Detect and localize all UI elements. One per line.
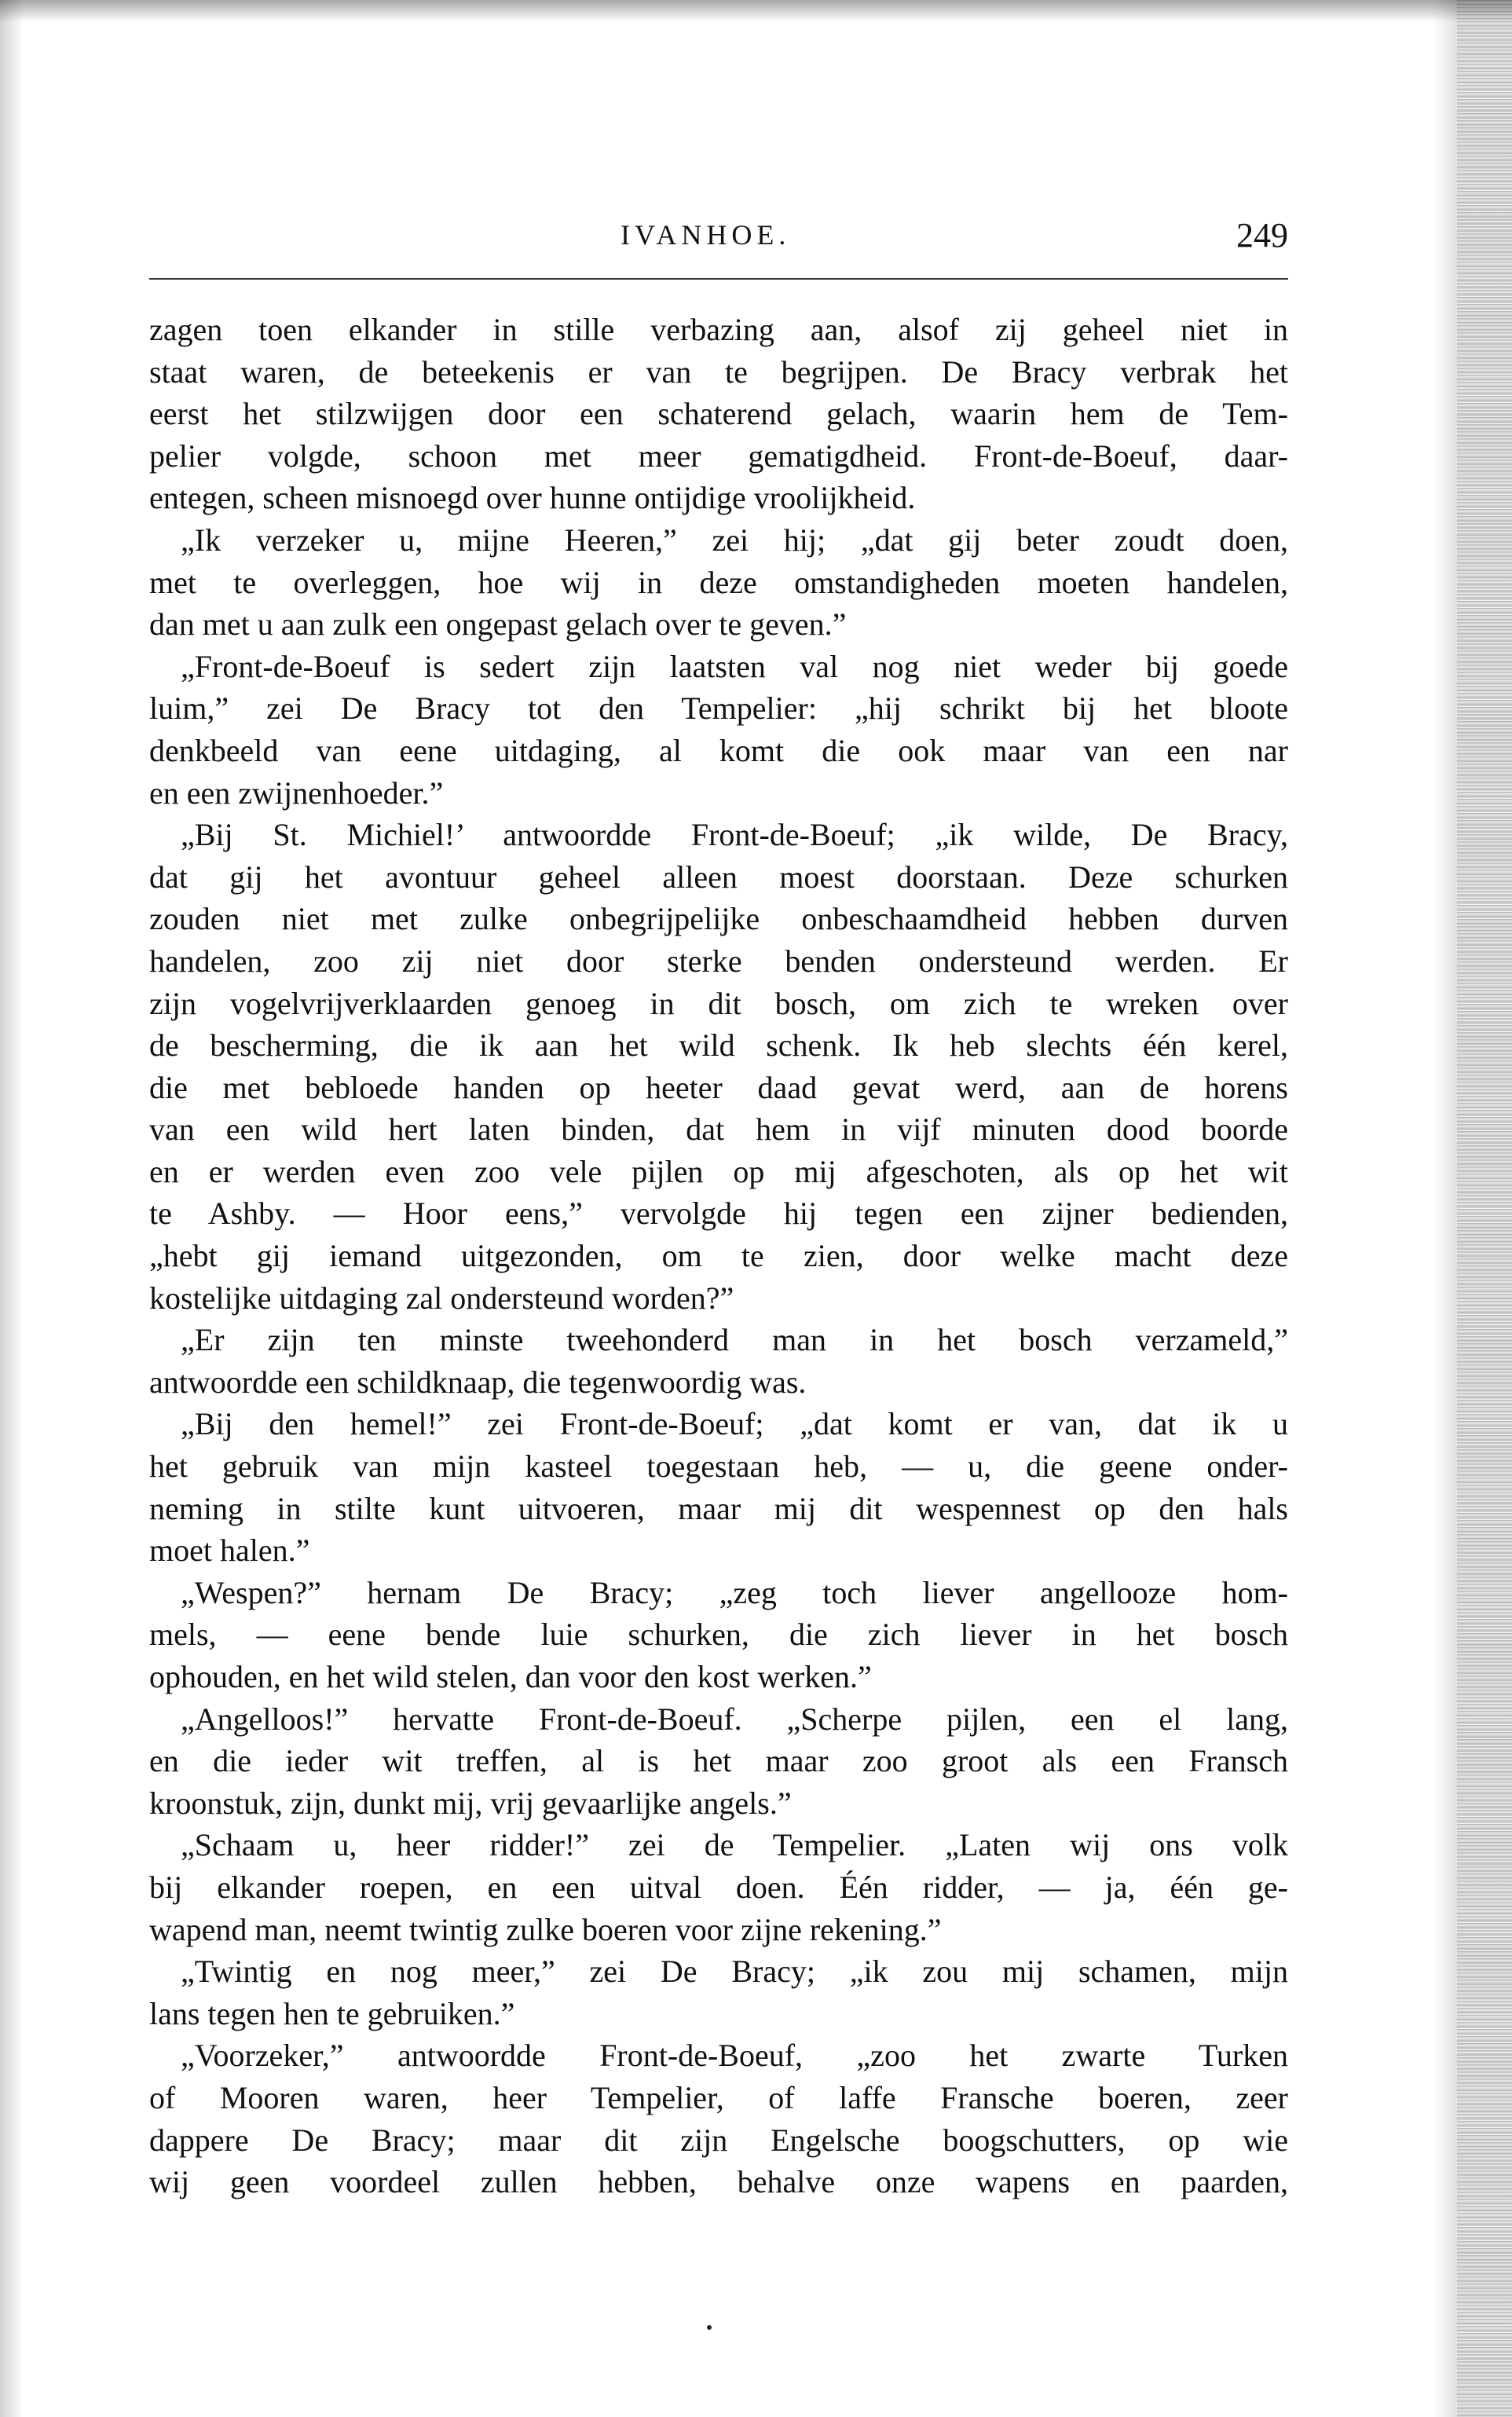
text-line: mels, — eene bende luie schurken, die zich liever in het bosch — [149, 1617, 1288, 1653]
text-line: antwoordde een schildknaap, die tegenwoordig was. — [149, 1364, 807, 1400]
text-line: denkbeeld van eene uitdaging, al komt die ook maar van een nar — [149, 732, 1288, 768]
text-line: wij geen voordeel zullen hebben, behalve onze wapens en paarden, — [149, 2164, 1288, 2200]
text-line: die met bebloede handen op heeter daad gevat werd, aan de horens — [149, 1069, 1288, 1105]
page-edge-top-shadow — [0, 0, 1512, 22]
body-text — [149, 309, 1288, 2203]
text-line: handelen, zoo zij niet door sterke benden ondersteund werden. Er — [149, 943, 1288, 979]
text-line: ophouden, en het wild stelen, dan voor den kost werken.” — [149, 1659, 872, 1694]
text-line: van een wild hert laten binden, dat hem in vijf minuten dood boorde — [149, 1111, 1288, 1148]
text-line: „hebt gij iemand uitgezonden, om te zien, door welke macht deze — [149, 1238, 1288, 1274]
text-line: te Ashby. — Hoor eens,” vervolgde hij tegen een zijner bedienden, — [149, 1196, 1288, 1232]
text-line: eerst het stilzwijgen door een schaterend gelach, waarin hem de Tem- — [149, 396, 1288, 432]
text-line: pelier volgde, schoon met meer gematigdheid. Front-de-Boeuf, daar- — [149, 438, 1288, 474]
page-edge-right-fore-edge — [1457, 0, 1512, 2417]
text-line: zijn vogelvrijverklaarden genoeg in dit bosch, om zich te wreken over — [149, 985, 1288, 1021]
page-edge-right-shadow — [1433, 0, 1457, 2417]
running-header-title: IVANHOE. — [621, 219, 791, 251]
text-line: dappere De Bracy; maar dit zijn Engelsche boogschutters, op wie — [149, 2122, 1288, 2158]
text-line: en een zwijnenhoeder.” — [149, 775, 444, 811]
text-line: luim,” zei De Bracy tot den Tempelier: „hij schrikt bij het bloote — [149, 690, 1288, 727]
text-line: kostelijke uitdaging zal ondersteund worden?” — [149, 1280, 734, 1316]
text-line: lans tegen hen te gebruiken.” — [149, 1995, 515, 2031]
text-line: bij elkander roepen, en een uitval doen. Één ridder, — ja, één ge- — [149, 1869, 1288, 1905]
text-line: of Mooren waren, heer Tempelier, of laffe Fransche boeren, zeer — [149, 2079, 1288, 2115]
text-line: neming in stilte kunt uitvoeren, maar mij dit wespennest op den hals — [149, 1490, 1288, 1526]
text-line: kroonstuk, zijn, dunkt mij, vrij gevaarlijke angels.” — [149, 1785, 792, 1821]
text-line: „Angelloos!” hervatte Front-de-Boeuf. „Scherpe pijlen, een el lang, — [181, 1701, 1288, 1737]
text-line: „Wespen?” hernam De Bracy; „zeg toch liever angellooze hom- — [181, 1574, 1288, 1610]
text-line: de bescherming, die ik aan het wild schenk. Ik heb slechts één kerel, — [149, 1027, 1288, 1064]
text-line: „Er zijn ten minste tweehonderd man in het bosch verzameld,” — [181, 1322, 1288, 1358]
text-line: wapend man, neemt twintig zulke boeren voor zijne rekening.” — [149, 1911, 942, 1947]
text-line: „Bij St. Michiel!’ antwoordde Front-de-Boeuf; „ik wilde, De Bracy, — [181, 817, 1288, 853]
text-line: en die ieder wit treffen, al is het maar zoo groot als een Fransch — [149, 1743, 1288, 1779]
print-speck — [707, 2325, 712, 2330]
text-line: en er werden even zoo vele pijlen op mij afgeschoten, als op het wit — [149, 1153, 1288, 1189]
text-line: entegen, scheen misnoegd over hunne ontijdige vroolijkheid. — [149, 480, 916, 516]
text-line: staat waren, de beteekenis er van te begrijpen. De Bracy verbrak het — [149, 353, 1288, 390]
header-rule — [149, 278, 1288, 280]
text-line: moet halen.” — [149, 1533, 310, 1569]
text-line: het gebruik van mijn kasteel toegestaan heb, — u, die geene onder- — [149, 1448, 1288, 1485]
text-line: dat gij het avontuur geheel alleen moest doorstaan. Deze schurken — [149, 859, 1288, 895]
text-line: „Front-de-Boeuf is sedert zijn laatsten val nog niet weder bij goede — [181, 648, 1288, 684]
text-line: „Twintig en nog meer,” zei De Bracy; „ik zou mij schamen, mijn — [181, 1954, 1288, 1990]
text-line: „Bij den hemel!” zei Front-de-Boeuf; „dat komt er van, dat ik u — [181, 1406, 1288, 1442]
text-line: „Schaam u, heer ridder!” zei de Tempelier. „Laten wij ons volk — [181, 1827, 1288, 1863]
running-header — [149, 218, 1288, 266]
text-line: dan met u aan zulk een ongepast gelach over te geven.” — [149, 606, 847, 643]
text-line: met te overleggen, hoe wij in deze omstandigheden moeten handelen, — [149, 564, 1288, 600]
text-line: „Voorzeker,” antwoordde Front-de-Boeuf, „zoo het zwarte Turken — [181, 2038, 1288, 2074]
page-number: 249 — [1236, 216, 1288, 255]
text-line: „Ik verzeker u, mijne Heeren,” zei hij; „dat gij beter zoudt doen, — [181, 522, 1288, 558]
text-line: zagen toen elkander in stille verbazing aan, alsof zij geheel niet in — [149, 312, 1288, 347]
text-line: zouden niet met zulke onbegrijpelijke onbeschaamdheid hebben durven — [149, 901, 1288, 937]
page-edge-left-shadow — [0, 0, 24, 2417]
